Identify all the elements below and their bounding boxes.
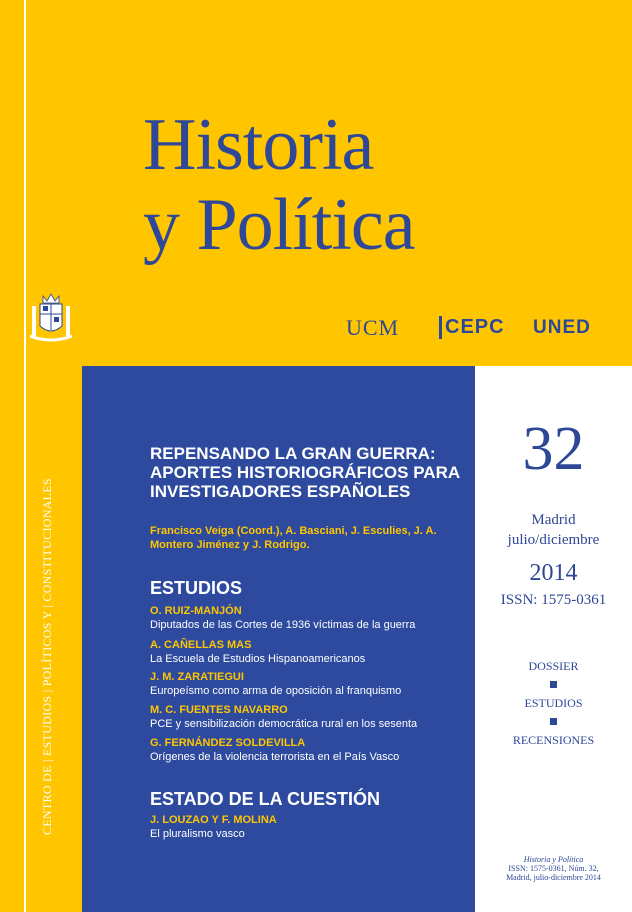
citation [475,855,632,882]
publisher-spine-text: CENTRO DE | ESTUDIOS | POLÍTICOS Y | CONSTITUCIONALES [40,478,54,835]
issue-period: julio/diciembre [507,532,600,548]
estado-heading: ESTADO DE LA CUESTIÓN [150,789,381,809]
estudios-title-5: Orígenes de la violencia terrorista en el País Vasco [150,751,400,763]
square-bullet-icon [550,681,557,688]
spanish-crest-icon [30,292,72,344]
estudios-author-1: O. RUIZ-MANJÓN [150,605,242,617]
estudios-author-3: J. M. ZARATIEGUI [150,671,244,683]
section-estudios: ESTUDIOS [524,696,583,710]
dossier-title: REPENSANDO LA GRAN GUERRA: APORTES HISTORIOGRÁFICOS PARA INVESTIGADORES ESPAÑOLES [150,444,460,501]
issue-number: 32 [522,415,585,483]
section-recensiones: RECENSIONES [512,733,595,747]
uned-logo: UNED [533,317,591,338]
journal-title-line1: Historia [143,104,374,186]
journal-title-line2: y Política [143,184,415,266]
estudios-author-2: A. CAÑELLAS MAS [150,639,252,651]
estado-title-1: El pluralismo vasco [150,828,245,840]
citation-date: Madrid, julio-diciembre 2014 [506,873,601,882]
estudios-author-5: G. FERNÁNDEZ SOLDEVILLA [150,737,306,749]
sections-menu [475,659,632,747]
cepc-logo: CEPC [439,316,505,339]
estado-author-1: J. LOUZAO Y F. MOLINA [150,814,277,826]
estudios-title-2: La Escuela de Estudios Hispanoamericanos [150,653,366,665]
estudios-title-3: Europeísmo como arma de oposición al franquismo [150,685,402,697]
issue-place: Madrid [531,512,576,528]
estudios-title-4: PCE y sensibilización democrática rural en los sesenta [150,718,418,730]
square-bullet-icon [550,718,557,725]
estudios-title-1: Diputados de las Cortes de 1936 víctimas de la guerra [150,619,416,631]
dossier-authors: Francisco Veiga (Coord.), A. Basciani, J. Esculies, J. A. Montero Jiménez y J. Rodrigo. [150,525,437,551]
ucm-logo: UCM [346,315,400,340]
citation-issn: ISSN: 1575-0361, Núm. 32, [508,864,599,873]
issue-year: 2014 [529,560,578,586]
cover-left-margin [0,0,24,912]
issue-place-period [475,510,632,550]
citation-journal: Historia y Política [523,855,584,864]
estudios-heading: ESTUDIOS [150,578,243,598]
issue-issn: ISSN: 1575-0361 [500,592,607,608]
section-dossier: DOSSIER [528,659,579,673]
estudios-author-4: M. C. FUENTES NAVARRO [150,704,288,716]
